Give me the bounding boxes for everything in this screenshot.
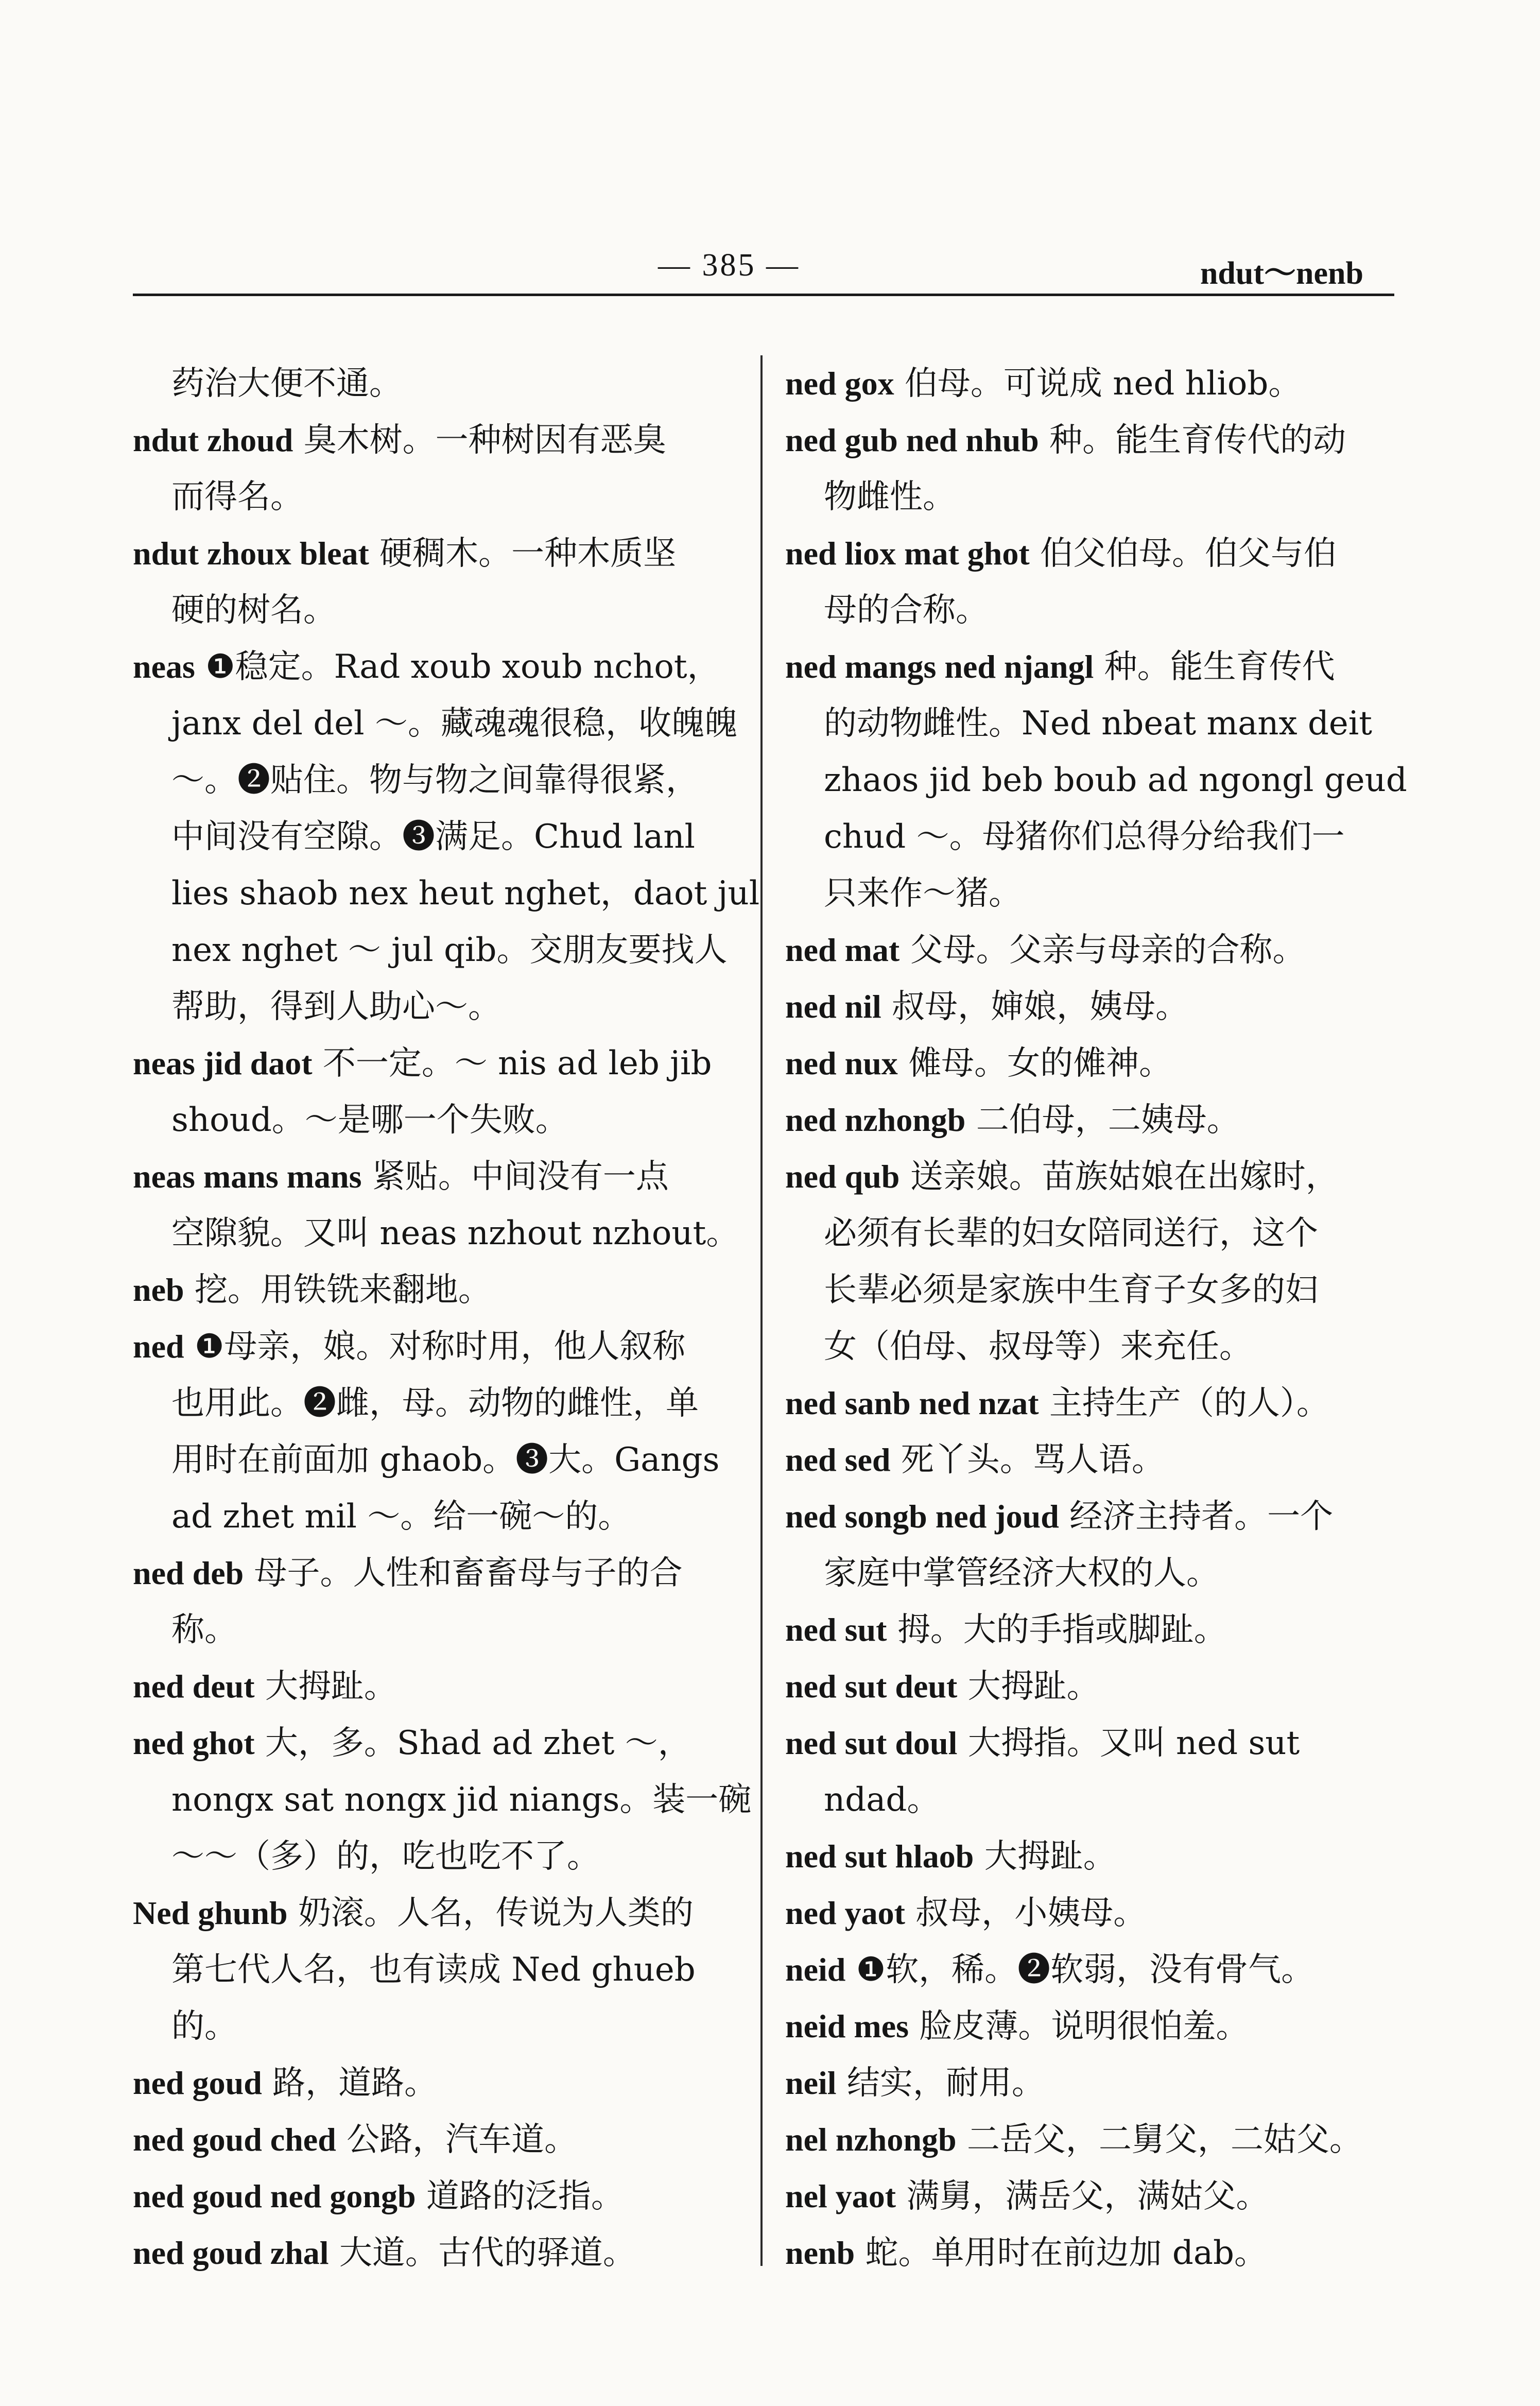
entry-headword: ned sanb ned nzat [785,1385,1039,1421]
entry-headword: neas jid daot [133,1045,313,1081]
dictionary-entry [785,1658,1400,1715]
entry-headword: ned goud [133,2065,262,2101]
entry-line [785,978,1400,1035]
entry-definition: 主持生产（的人）。 [1039,1384,1329,1422]
entry-headword: ned sut hlaob [785,1838,974,1875]
entry-line [133,1715,746,1772]
entry-definition: nex nghet ～ jul qib。交朋友要找人 [171,931,728,969]
entry-headword: ned nux [785,1045,898,1081]
entry-line [785,1205,1400,1262]
entry-line [133,1885,746,1941]
dictionary-entry [133,1035,746,1148]
entry-line [133,1262,746,1318]
entry-definition: 的。 [171,2007,237,2046]
entry-line [785,1092,1400,1148]
entry-line [785,1488,1400,1545]
entry-line [133,1375,746,1432]
entry-line [133,1432,746,1488]
entry-headword: ned deb [133,1555,244,1591]
entry-headword: ned mangs ned njangl [785,648,1094,685]
entry-headword: ned goud ned gongb [133,2178,416,2214]
entry-definition: 拇。大的手指或脚趾。 [887,1611,1227,1649]
entry-definition: 种。能生育传代的动 [1039,421,1346,459]
entry-line [133,412,746,469]
entry-line [785,1318,1400,1375]
entry-definition: chud ～。母猪你们总得分给我们一 [824,818,1345,856]
entry-definition: 经济主持者。一个 [1059,1498,1334,1536]
dictionary-entry [133,1658,746,1715]
entry-line [785,809,1400,865]
dictionary-entry [785,1998,1400,2055]
dictionary-entry [785,1488,1400,1602]
dictionary-entry [133,2055,746,2111]
entry-definition: 满舅，满岳父，满姑父。 [896,2177,1269,2215]
dictionary-entry [785,1715,1400,1828]
entry-definition: 也用此。❷雌，母。动物的雌性，单 [171,1384,699,1422]
dictionary-entry [785,1035,1400,1092]
entry-definition: 而得名。 [171,478,303,516]
entry-definition: ad zhet mil ～。给一碗～的。 [171,1498,631,1536]
dictionary-entry [785,525,1400,639]
entry-definition: 奶滚。人名，传说为人类的 [287,1894,694,1932]
dictionary-entry [785,2055,1400,2111]
dictionary-entry [133,412,746,525]
entry-line [785,1148,1400,1205]
entry-definition: 母子。人性和畜畜母与子的合 [244,1554,683,1592]
dictionary-entry [133,1318,746,1545]
entry-line [785,1262,1400,1318]
entry-definition: 药治大便不通。 [171,365,402,403]
entry-definition: 大，多。Shad ad zhet ～， [254,1724,691,1762]
entry-line [133,1148,746,1205]
entry-line [133,469,746,525]
entry-definition: 紧贴。中间没有一点 [361,1158,669,1196]
entry-line [785,1772,1400,1828]
entry-definition: 二伯母，二姨母。 [965,1101,1240,1139]
entry-line [133,1318,746,1375]
entry-line [785,922,1400,978]
entry-line [133,2111,746,2168]
dictionary-entry [133,2225,746,2281]
entry-line [133,639,746,695]
dictionary-entry [785,2168,1400,2225]
dictionary-entry [785,2225,1400,2281]
dictionary-entry [785,1375,1400,1432]
entry-line [133,865,760,922]
dictionary-entry [785,1828,1400,1885]
entry-line [133,809,746,865]
entry-definition: 伯母。可说成 ned hliob。 [894,365,1302,403]
dictionary-entry [785,922,1400,978]
entry-line [133,1772,752,1828]
entry-line [785,1432,1400,1488]
entry-definition: 蛇。单用时在前边加 dab。 [855,2234,1267,2272]
entry-line [785,1885,1400,1941]
entry-headword: nel nzhongb [785,2121,957,2158]
entry-headword: ned songb ned joud [785,1498,1059,1535]
entry-definition: 道路的泛指。 [416,2177,624,2215]
entry-line [785,582,1400,639]
entry-headword: neas [133,648,195,685]
entry-definition: 帮助，得到人助心～。 [171,988,501,1026]
dictionary-entry [133,525,746,639]
entry-definition: 家庭中掌管经济大权的人。 [824,1554,1219,1592]
entry-definition: 结实，耐用。 [836,2064,1045,2102]
entry-definition: 伯父伯母。伯父与伯 [1029,535,1337,573]
entry-line [133,752,746,809]
entry-line [133,1941,746,1998]
entry-definition: ❶稳定。Rad xoub xoub nchot， [195,648,720,686]
dictionary-entry [133,1545,746,1658]
entry-definition: 中间没有空隙。❸满足。Chud lanl [171,818,696,856]
entry-headword: Ned ghunb [133,1895,288,1931]
dictionary-entry [133,1715,752,1885]
entry-line [133,582,746,639]
entry-line [785,1375,1400,1432]
dictionary-entry [133,355,746,412]
entry-headword: ned mat [785,932,900,968]
entry-headword: ned liox mat ghot [785,535,1030,572]
entry-line [133,1035,746,1092]
entry-definition: 傩母。女的傩神。 [897,1044,1172,1082]
entry-definition: 必须有长辈的妇女陪同送行，这个 [824,1214,1318,1252]
entry-line [133,525,746,582]
entry-definition: 父母。父亲与母亲的合称。 [899,931,1306,969]
dictionary-entry [785,1432,1400,1488]
entry-line [133,1658,746,1715]
left-column [133,355,760,2281]
entry-headword: neb [133,1271,184,1308]
entry-line [133,695,746,752]
entry-headword: ned qub [785,1158,900,1195]
entry-definition: janx del del ～。藏魂魂很稳，收魄魄 [171,704,737,743]
entry-headword: ned gox [785,365,894,402]
entry-definition: 物雌性。 [824,478,956,516]
entry-line [785,412,1400,469]
entry-definition: shoud。～是哪一个失败。 [171,1101,568,1139]
running-head: ndut～nenb [1200,256,1363,291]
entry-definition: 用时在前面加 ghaob。❸大。Gangs [171,1441,720,1479]
entry-definition: 大道。古代的驿道。 [328,2234,636,2272]
entry-definition: 只来作～猪。 [824,874,1022,913]
entry-headword: neas mans mans [133,1158,362,1195]
entry-line [133,1828,746,1885]
entry-definition: 大拇指。又叫 ned sut [957,1724,1300,1762]
entry-line [785,865,1400,922]
entry-definition: 长辈必须是家族中生育子女多的妇 [824,1271,1318,1309]
entry-headword: ned ghot [133,1725,255,1761]
dictionary-entry [785,1885,1400,1941]
entry-line [133,1545,746,1602]
dictionary-entry [785,1602,1400,1658]
dictionary-entry [785,978,1400,1035]
entry-line [133,978,746,1035]
dictionary-entry [133,1885,746,2055]
entry-line [785,2055,1400,2111]
entry-headword: ned sut [785,1611,887,1648]
entry-headword: neil [785,2065,837,2101]
entry-headword: ned sut deut [785,1668,958,1705]
entry-line [785,1828,1400,1885]
entry-line [133,1205,746,1262]
entry-definition: lies shaob nex heut nghet，daot jul [171,874,760,913]
entry-line [133,1488,746,1545]
entry-headword: ned gub ned nhub [785,422,1039,458]
entry-definition: 挖。用铁铣来翻地。 [184,1271,491,1309]
entry-definition: 大拇趾。 [974,1837,1116,1876]
column-divider [760,355,763,2266]
entry-line [785,2168,1400,2225]
entry-line [785,469,1400,525]
entry-line [133,1998,746,2055]
dictionary-entry [133,639,760,1035]
entry-definition: 第七代人名，也有读成 Ned ghueb [171,1951,696,1989]
entry-definition: 臭木树。一种树因有恶臭 [293,421,666,459]
entry-headword: ned yaot [785,1895,905,1931]
right-column [785,355,1407,2281]
entry-headword: nel yaot [785,2178,896,2214]
dictionary-entry [785,639,1407,922]
dictionary-entry [785,2111,1400,2168]
entry-line [785,1545,1400,1602]
entry-headword: nenb [785,2235,855,2271]
dictionary-entry [785,355,1400,412]
entry-definition: nongx sat nongx jid niangs。装一碗 [171,1781,752,1819]
entry-definition: 路，道路。 [262,2064,438,2102]
dictionary-entry [133,2168,746,2225]
entry-line [785,355,1400,412]
entry-definition: 大拇趾。 [957,1668,1100,1706]
entry-line [785,1998,1400,2055]
entry-line [785,1602,1400,1658]
entry-headword: ned deut [133,1668,255,1705]
entry-line [785,752,1407,809]
entry-line [133,2168,746,2225]
entry-line [133,922,746,978]
entry-line [785,1941,1400,1998]
entry-definition: 硬的树名。 [171,591,336,629]
page-header [133,242,1394,296]
dictionary-entry [133,2111,746,2168]
entry-line [785,2225,1400,2281]
entry-definition: ～～（多）的，吃也吃不了。 [171,1837,600,1876]
entry-definition: 不一定。～ nis ad leb jib [312,1044,712,1082]
entry-definition: ～。❷贴住。物与物之间靠得很紧， [171,761,699,799]
entry-headword: neid [785,1951,846,1988]
entry-line [133,1092,746,1148]
entry-definition: zhaos jid beb boub ad ngongl geud [824,761,1407,799]
dictionary-entry [133,1148,746,1262]
entry-line [785,639,1400,695]
entry-headword: ned goud ched [133,2121,336,2158]
entry-headword: neid mes [785,2008,909,2044]
entry-definition: 脸皮薄。说明很怕羞。 [909,2007,1249,2046]
entry-definition: 叔母，小姨母。 [905,1894,1147,1932]
entry-definition: 二岳父，二舅父，二姑父。 [956,2121,1362,2159]
entry-line [785,2111,1400,2168]
dictionary-entry [785,1092,1400,1148]
entry-headword: ned sut doul [785,1725,958,1761]
entry-definition: 送亲娘。苗族姑娘在出嫁时， [899,1158,1339,1196]
entry-headword: ndut zhoux bleat [133,535,369,572]
entry-line [133,1602,746,1658]
entry-definition: 公路，汽车道。 [336,2121,578,2159]
entry-headword: ned sed [785,1441,891,1478]
entry-line [133,355,746,412]
entry-definition: 叔母，婶娘，姨母。 [881,988,1189,1026]
entry-line [785,1035,1400,1092]
dictionary-entry [785,412,1400,525]
entry-line [785,525,1400,582]
dictionary-entry [785,1941,1400,1998]
entry-line [133,2225,746,2281]
dictionary-entry [133,1262,746,1318]
entry-definition: 空隙貌。又叫 neas nzhout nzhout。 [171,1214,739,1252]
entry-definition: 的动物雌性。Ned nbeat manx deit [824,704,1372,743]
entry-headword: ned goud zhal [133,2235,329,2271]
entry-definition: 死丫头。骂人语。 [890,1441,1165,1479]
entry-definition: 种。能生育传代 [1094,648,1335,686]
entry-headword: ndut zhoud [133,422,293,458]
entry-line [785,695,1400,752]
entry-definition: 大拇趾。 [254,1668,397,1706]
entry-definition: 女（伯母、叔母等）来充任。 [824,1328,1252,1366]
entry-headword: ned [133,1328,184,1365]
entry-definition: ❶母亲，娘。对称时用，他人叙称 [184,1328,686,1366]
dictionary-entry [785,1148,1400,1375]
entry-definition: 母的合称。 [824,591,989,629]
entry-definition: ❶软，稀。❷软弱，没有骨气。 [845,1951,1314,1989]
entry-headword: ned nzhongb [785,1102,966,1138]
entry-definition: 称。 [171,1611,237,1649]
page-number: — 385 — [658,248,800,283]
entry-definition: ndad。 [824,1781,940,1819]
entry-line [785,1658,1400,1715]
entry-line [785,1715,1400,1772]
entry-line [133,2055,746,2111]
entry-definition: 硬稠木。一种木质坚 [369,535,677,573]
entry-headword: ned nil [785,988,881,1025]
